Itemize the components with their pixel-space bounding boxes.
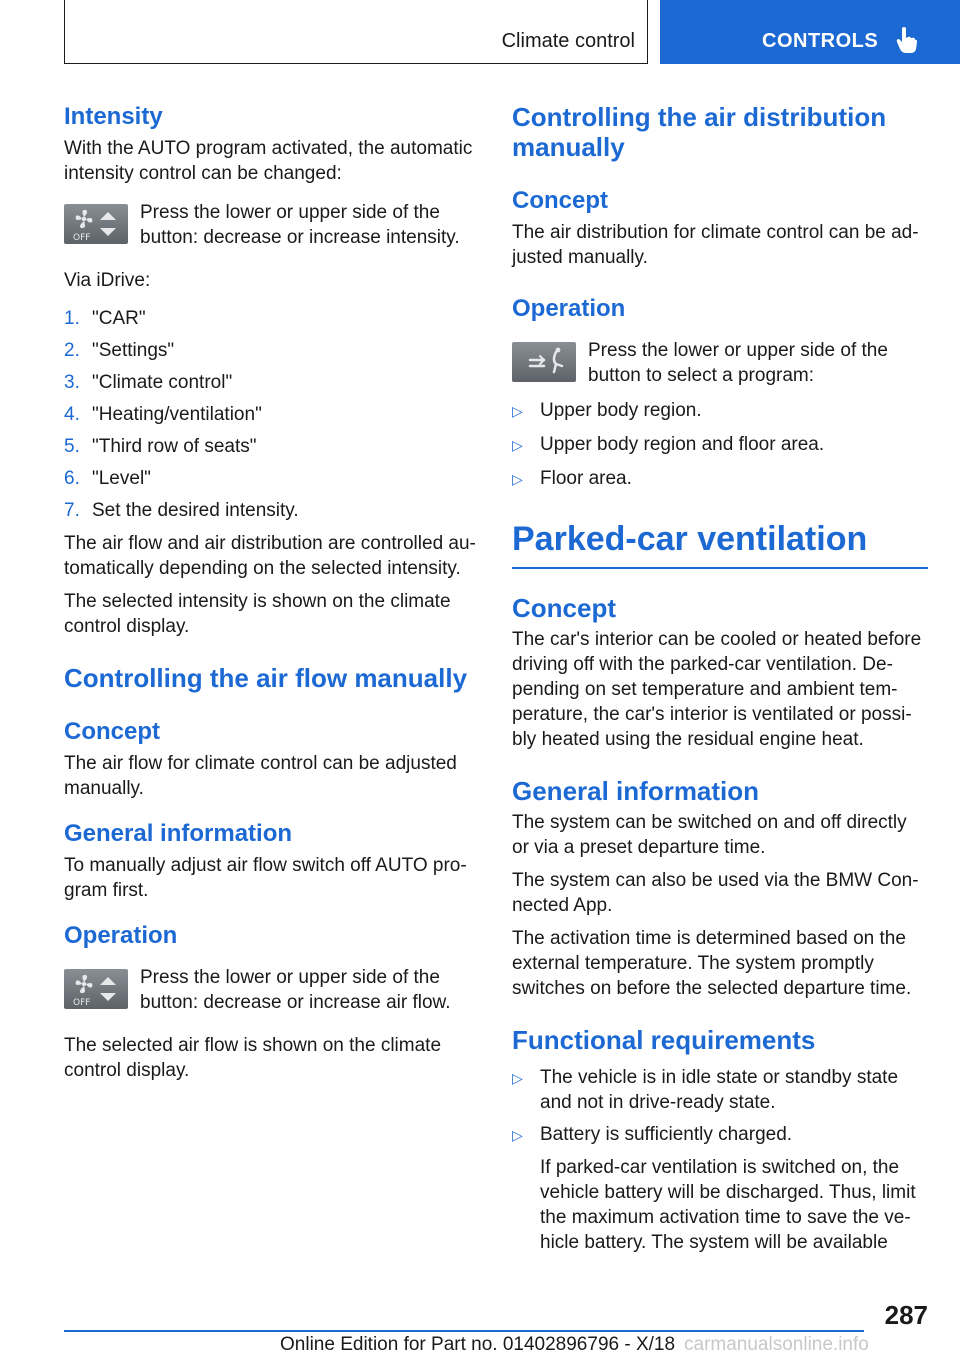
parked-general-paragraph-2: The system can also be used via the BMW Con-nected App.	[512, 870, 919, 916]
requirement-battery-note: If parked-car ventilation is switched on, the vehicle battery will be discharged. Thus, limit the maximum activation time to save the ve-hicle battery. The system will be available	[540, 1157, 916, 1253]
triangle-bullet-icon: ▷	[512, 1127, 523, 1143]
list-item: 5. "Third row of seats"	[64, 436, 257, 457]
airflow-concept-heading: Concept	[64, 718, 160, 745]
airflow-heading: Controlling the air flow manually	[64, 663, 468, 693]
left-column	[64, 102, 482, 1083]
distribution-concept-text: The air distribution for climate control can be ad-justed manually.	[512, 222, 919, 268]
airflow-operation-heading: Operation	[64, 922, 178, 949]
distribution-concept-heading: Concept	[512, 187, 608, 214]
parked-general-heading: General information	[512, 776, 760, 806]
parked-concept-heading: Concept	[512, 593, 616, 623]
distribution-operation-heading: Operation	[512, 295, 626, 322]
header-chapter-tab	[660, 0, 960, 64]
intensity-paragraph-1: The air flow and air distribution are controlled au-tomatically depending on the selected intensity.	[64, 533, 476, 579]
list-item: ▷ Upper body region and floor area.	[512, 432, 928, 459]
list-item: ▷ Upper body region.	[512, 398, 928, 425]
list-item	[512, 1122, 928, 1255]
right-column	[512, 102, 928, 1262]
list-item: 7. Set the desired intensity.	[64, 500, 299, 521]
intensity-button-row	[64, 200, 482, 250]
distribution-button-row	[512, 338, 928, 388]
fan-off-button-icon	[64, 204, 128, 244]
airflow-general-text: To manually adjust air flow switch off AUTO pro-gram first.	[64, 855, 467, 901]
list-item: 1. "CAR"	[64, 308, 146, 329]
edition-text: Online Edition for Part no. 01402896796 - X/18	[280, 1334, 676, 1355]
idrive-steps-list	[64, 303, 482, 527]
functional-requirements-heading: Functional requirements	[512, 1025, 816, 1055]
footer-divider	[64, 1330, 864, 1332]
via-idrive-label: Via iDrive:	[64, 270, 151, 291]
header-chapter-title: CONTROLS	[762, 30, 879, 52]
fan-off-button-icon	[64, 969, 128, 1009]
parked-concept-text: The car's interior can be cooled or heated before driving off with the parked-car ventilation. De-pending on set temperature and ambient tem-perature, the car's interior is ventilated or possi-bly heated using the residual engine heat.	[512, 629, 922, 750]
pointing-hand-icon	[896, 26, 918, 59]
air-distribution-button-icon	[512, 342, 576, 382]
triangle-bullet-icon: ▷	[512, 471, 523, 487]
intensity-button-text: Press the lower or upper side of the button: decrease or increase intensity.	[140, 202, 460, 248]
requirement-battery: Battery is sufficiently charged.	[540, 1124, 793, 1145]
functional-requirements-list	[512, 1065, 928, 1255]
parked-general-paragraph-3: The activation time is determined based on the external temperature. The system promptly switches on before the selected departure time.	[512, 928, 912, 999]
header-section-title: Climate control	[501, 30, 635, 52]
list-item: 2. "Settings"	[64, 340, 175, 361]
list-item: 4. "Heating/ventilation"	[64, 404, 262, 425]
list-item: 3. "Climate control"	[64, 372, 233, 393]
triangle-bullet-icon: ▷	[512, 437, 523, 453]
triangle-bullet-icon: ▷	[512, 403, 523, 419]
intensity-intro: With the AUTO program activated, the automatic intensity control can be changed:	[64, 138, 473, 184]
airflow-button-row	[64, 965, 482, 1015]
list-item: ▷ Floor area.	[512, 466, 928, 493]
off-label: OFF	[73, 998, 91, 1008]
distribution-heading: Controlling the air distribution manually	[512, 102, 887, 162]
distribution-button-text: Press the lower or upper side of the button to select a program:	[588, 340, 888, 386]
airflow-general-heading: General information	[64, 820, 293, 847]
watermark-text: carmanualsonline.info	[684, 1334, 869, 1355]
airflow-display-text: The selected air flow is shown on the climate control display.	[64, 1035, 442, 1081]
triangle-bullet-icon: ▷	[512, 1070, 523, 1086]
intensity-paragraph-2: The selected intensity is shown on the climate control display.	[64, 591, 451, 637]
parked-ventilation-heading: Parked-car ventilation	[512, 517, 928, 569]
list-item: 6. "Level"	[64, 468, 151, 489]
parked-general-paragraph-1: The system can be switched on and off directly or via a preset departure time.	[512, 812, 907, 858]
page-number: 287	[884, 1300, 928, 1330]
airflow-concept-text: The air flow for climate control can be adjusted manually.	[64, 753, 457, 799]
intensity-heading: Intensity	[64, 103, 163, 130]
airflow-button-text: Press the lower or upper side of the button: decrease or increase air flow.	[140, 967, 451, 1013]
header-section-box	[64, 0, 648, 64]
off-label: OFF	[73, 233, 91, 243]
list-item: ▷ The vehicle is in idle state or standby state and not in drive-ready state.	[512, 1067, 899, 1113]
distribution-program-list	[512, 398, 928, 493]
